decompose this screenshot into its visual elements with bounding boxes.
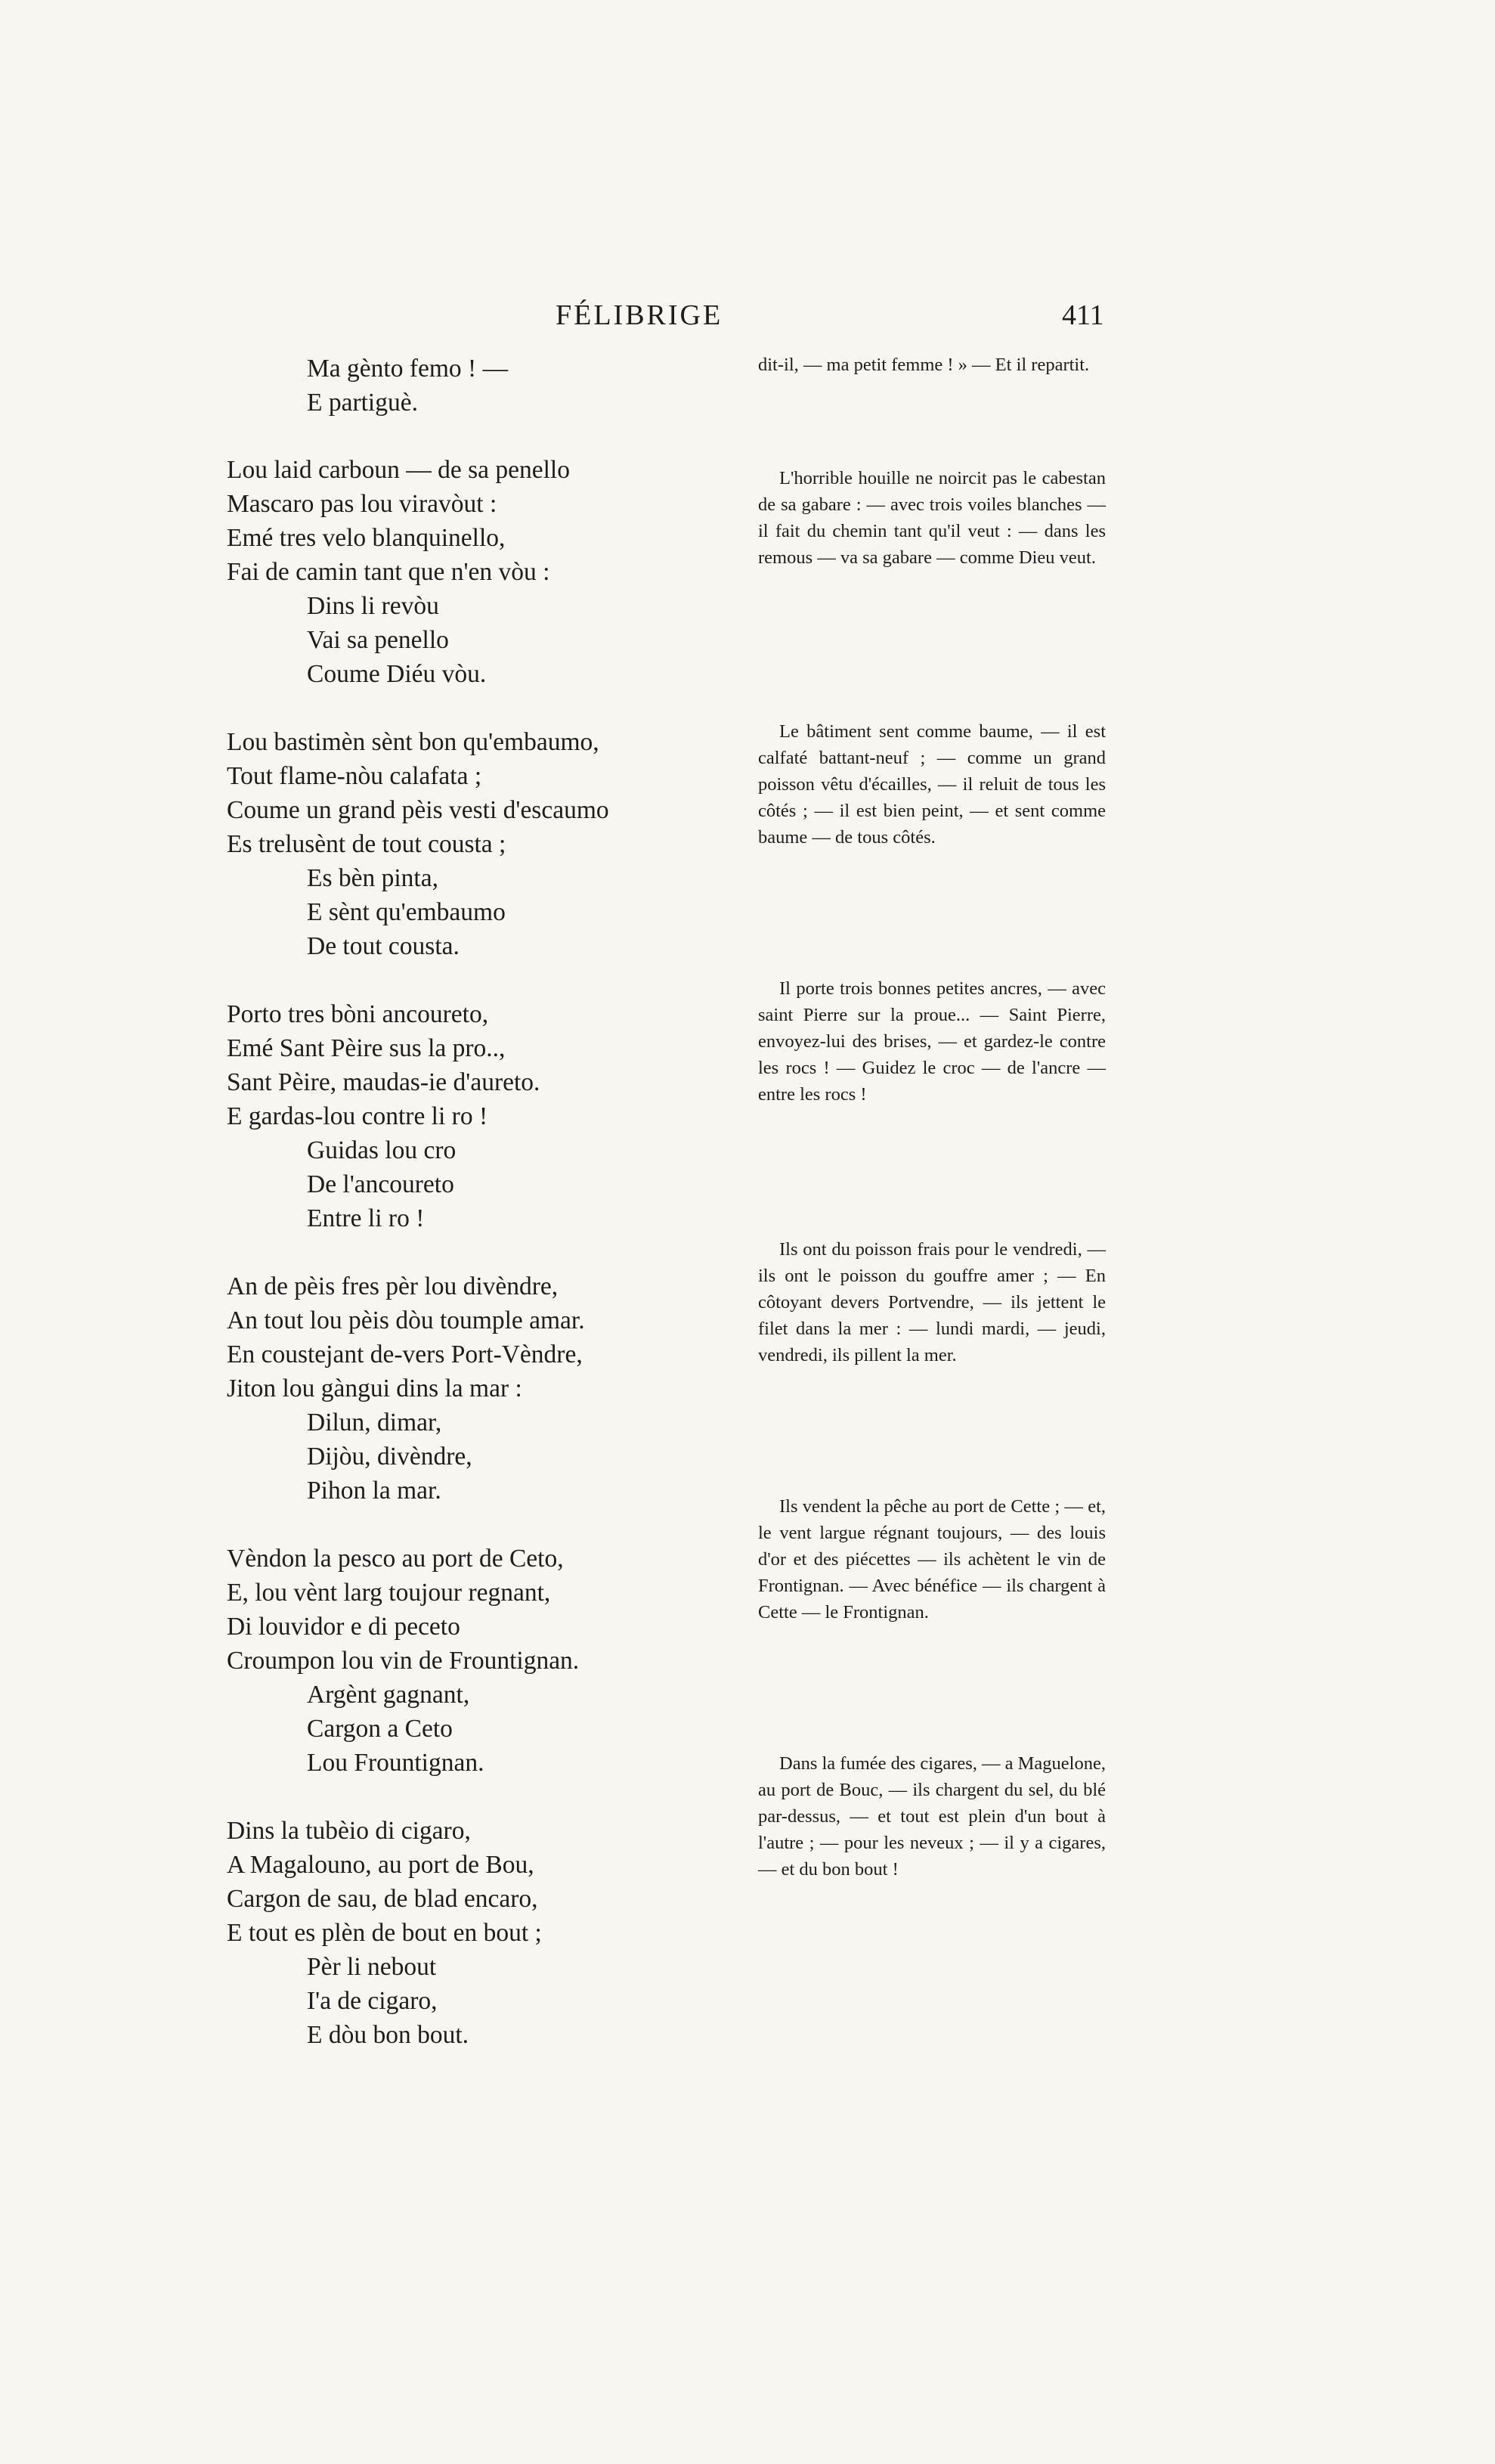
poem-line: Fai de camin tant que n'en vòu : xyxy=(227,558,550,586)
poem-line: A Magalouno, au port de Bou, xyxy=(227,1851,534,1879)
poem-line: Cargon de sau, de blad encaro, xyxy=(227,1885,538,1913)
poem-line: Mascaro pas lou viravòut : xyxy=(227,490,497,518)
poem-line: E dòu bon bout. xyxy=(307,2021,469,2049)
poem-line: Cargon a Ceto xyxy=(307,1715,453,1743)
poem-stanza xyxy=(227,725,771,963)
poem-line: De tout cousta. xyxy=(307,932,460,960)
poem-line: Coume un grand pèis vesti d'escaumo xyxy=(227,796,609,824)
poem-line: Emé Sant Pèire sus la pro.., xyxy=(227,1034,506,1062)
translation-text: Ils ont du poisson frais pour le vendredi, — ils ont le poisson du gouffre amer ; — En côtoyant devers Portvendre, — ils jettent le filet dans la mer : — lundi mardi, — jeudi, vendredi, ils pillent la mer. xyxy=(758,1239,1106,1365)
poem-stanza xyxy=(227,1269,771,1508)
poem-line: Es trelusènt de tout cousta ; xyxy=(227,830,506,858)
translation-paragraph xyxy=(758,1750,1106,1883)
poem-line: Jiton lou gàngui dins la mar : xyxy=(227,1375,522,1402)
translation-paragraph xyxy=(758,718,1106,851)
poem-line: Pihon la mar. xyxy=(307,1477,441,1505)
translation-text: L'horrible houille ne noircit pas le cabestan de sa gabare : — avec trois voiles blanches — il fait du chemin tant qu'il veut : — dans les remous — va sa gabare — comme Dieu veut. xyxy=(758,468,1106,568)
poem-line: Entre li ro ! xyxy=(307,1204,425,1232)
poem-stanza xyxy=(227,352,771,420)
poem-line: Coume Diéu vòu. xyxy=(307,660,487,688)
poem-line: Vèndon la pesco au port de Ceto, xyxy=(227,1545,564,1573)
poem-line: Porto tres bòni ancoureto, xyxy=(227,1000,489,1028)
poem-line: Di louvidor e di peceto xyxy=(227,1613,460,1641)
poem-line: Ma gènto femo ! — xyxy=(307,355,509,383)
poem-line: Lou Frountignan. xyxy=(307,1749,484,1777)
poem-line: Lou bastimèn sènt bon qu'embaumo, xyxy=(227,728,599,756)
poem-line: E gardas-lou contre li ro ! xyxy=(227,1102,488,1130)
poem-line: Tout flame-nòu calafata ; xyxy=(227,762,482,790)
poem-line: Pèr li nebout xyxy=(307,1953,437,1981)
translation-paragraph xyxy=(758,465,1106,571)
poem-column xyxy=(227,352,771,2086)
translation-text: Ils vendent la pêche au port de Cette ; — et, le vent largue régnant toujours, — des louis d'or et des piécettes — ils achètent le vin de Frontignan. — Avec bénéfice — ils chargent à Cette — le Frontignan. xyxy=(758,1496,1106,1623)
translation-text: Il porte trois bonnes petites ancres, — avec saint Pierre sur la proue... — Saint Pierre, envoyez-lui des brises, — et gardez-le contre les rocs ! — Guidez le croc — de l'ancre — entre les rocs ! xyxy=(758,978,1106,1105)
poem-line: E partiguè. xyxy=(307,389,418,417)
translation-paragraph xyxy=(758,975,1106,1108)
poem-line: I'a de cigaro, xyxy=(307,1987,438,2015)
poem-line: Es bèn pinta, xyxy=(307,864,438,892)
page-number: 411 xyxy=(1062,299,1104,331)
poem-line: Dilun, dimar, xyxy=(307,1409,442,1437)
poem-line: E sènt qu'embaumo xyxy=(307,898,506,926)
poem-line: En coustejant de-vers Port-Vèndre, xyxy=(227,1340,583,1368)
poem-line: Dins li revòu xyxy=(307,592,439,620)
poem-line: Croumpon lou vin de Frountignan. xyxy=(227,1647,580,1675)
translation-paragraph xyxy=(758,352,1106,378)
translation-paragraph xyxy=(758,1236,1106,1368)
poem-line: De l'ancoureto xyxy=(307,1170,454,1198)
poem-line: Sant Pèire, maudas-ie d'aureto. xyxy=(227,1068,540,1096)
running-head: FÉLIBRIGE xyxy=(556,299,723,331)
poem-line: Argènt gagnant, xyxy=(307,1681,470,1709)
translation-text: Dans la fumée des cigares, — a Maguelone, au port de Bouc, — ils chargent du sel, du blé par-dessus, — et tout est plein d'un bout à l'autre ; — pour les neveux ; — il y a cigares, — et du bon bout ! xyxy=(758,1753,1106,1880)
poem-line: Emé tres velo blanquinello, xyxy=(227,524,506,552)
poem-stanza xyxy=(227,997,771,1235)
poem-line: Dins la tubèio di cigaro, xyxy=(227,1817,471,1845)
translation-paragraph xyxy=(758,1493,1106,1626)
poem-line: Vai sa penello xyxy=(307,626,449,654)
poem-line: E tout es plèn de bout en bout ; xyxy=(227,1919,542,1947)
translation-text: dit-il, — ma petit femme ! » — Et il repartit. xyxy=(758,355,1090,375)
poem-line: E, lou vènt larg toujour regnant, xyxy=(227,1579,551,1607)
poem-line: Dijòu, divèndre, xyxy=(307,1443,472,1471)
poem-stanza xyxy=(227,453,771,691)
poem-line: Guidas lou cro xyxy=(307,1136,457,1164)
poem-stanza xyxy=(227,1542,771,1780)
poem-line: An de pèis fres pèr lou divèndre, xyxy=(227,1272,559,1300)
translation-text: Le bâtiment sent comme baume, — il est calfaté battant-neuf ; — comme un grand poisson vêtu d'écailles, — il reluit de tous les côtés ; — il est bien peint, — et sent comme baume — de tous côtés. xyxy=(758,721,1106,848)
poem-stanza xyxy=(227,1814,771,2052)
poem-line: An tout lou pèis dòu toumple amar. xyxy=(227,1306,585,1334)
poem-line: Lou laid carboun — de sa penello xyxy=(227,456,570,484)
